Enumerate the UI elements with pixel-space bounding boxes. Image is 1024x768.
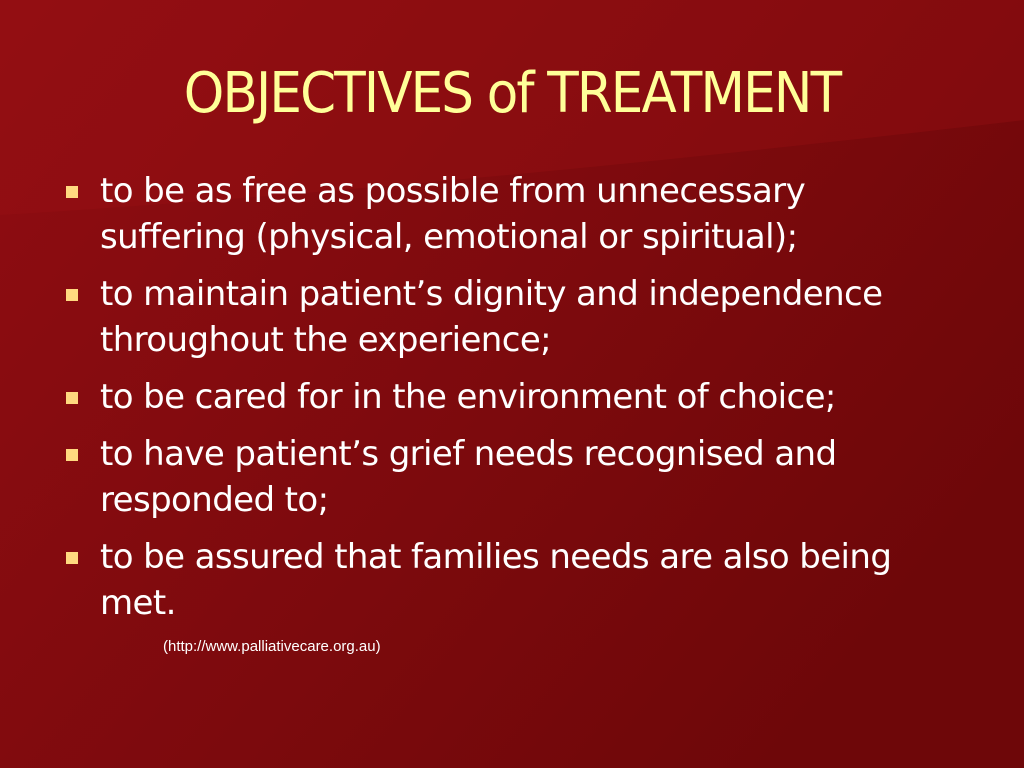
- square-bullet-icon: [66, 186, 78, 198]
- bullet-text: to be assured that families needs are also being met.: [100, 537, 892, 623]
- bullet-text: to be cared for in the environment of choice;: [100, 377, 836, 417]
- list-item: [60, 374, 960, 420]
- list-item: [60, 271, 960, 363]
- list-item: [60, 168, 960, 260]
- bullet-list: [60, 168, 960, 637]
- slide-title: OBJECTIVES of TREATMENT: [183, 61, 841, 126]
- source-citation: (http://www.palliativecare.org.au): [163, 638, 381, 655]
- square-bullet-icon: [66, 289, 78, 301]
- bullet-text: to have patient’s grief needs recognised and responded to;: [100, 434, 837, 520]
- square-bullet-icon: [66, 449, 78, 461]
- list-item: [60, 534, 960, 626]
- bullet-text: to maintain patient’s dignity and independence throughout the experience;: [100, 274, 883, 360]
- square-bullet-icon: [66, 392, 78, 404]
- list-item: [60, 431, 960, 523]
- bullet-text: to be as free as possible from unnecessary suffering (physical, emotional or spiritual);: [100, 171, 806, 257]
- square-bullet-icon: [66, 552, 78, 564]
